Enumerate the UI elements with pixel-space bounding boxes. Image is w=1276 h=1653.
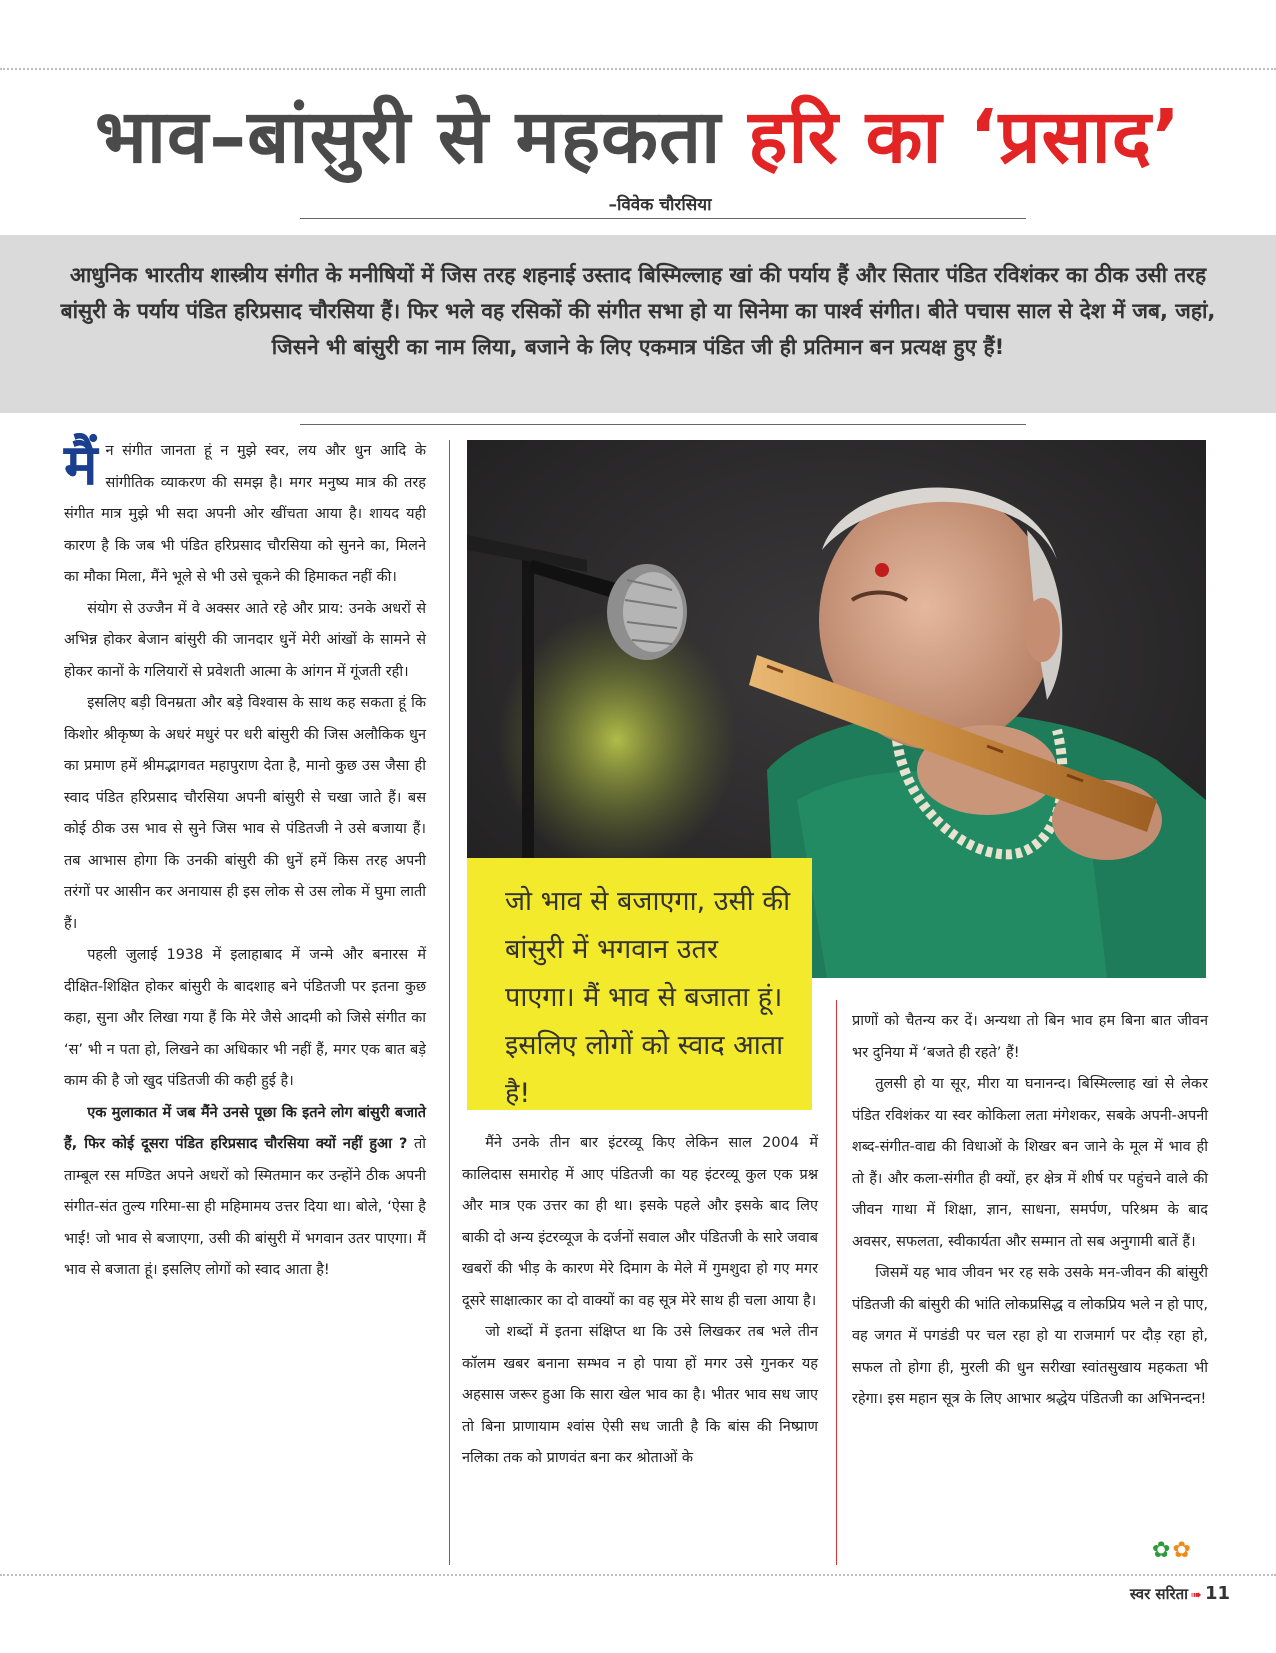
bold-question: एक मुलाकात में जब मैंने उनसे पूछा कि इतने लोग बांसुरी बजाते हैं, फिर कोई दूसरा पंडित हरिप्रसाद चौरसिया क्यों नहीं हुआ ? xyxy=(64,1104,426,1152)
article-title xyxy=(0,92,1276,182)
paragraph-text: न संगीत जानता हूं न मुझे स्वर, लय और धुन आदि के सांगीतिक व्याकरण की समझ है। मगर मनुष्य मात्र की तरह संगीत मात्र मुझे भी सदा अपनी ओर खींचता आया है। शायद यही कारण है कि जब भी पंडित हरिप्रसाद चौरसिया को सुनने का, मिलने का मौका मिला, मैंने भूले से भी उसे चूकने की हिमाकत नहीं की। xyxy=(64,443,426,585)
column-divider-2 xyxy=(836,1000,837,1565)
article-column-1 xyxy=(64,433,426,1287)
magazine-name: स्वर सरिता xyxy=(1129,1585,1189,1603)
column-divider-1 xyxy=(449,440,450,1565)
end-mark-flower-icon xyxy=(1152,1538,1193,1563)
page-footer xyxy=(1050,1583,1230,1604)
title-part-dark: भाव–बांसुरी से महकता xyxy=(94,94,722,180)
byline-rule xyxy=(300,218,1026,219)
author-byline: –विवेक चौरसिया xyxy=(608,195,712,215)
paragraph: मैंने उनके तीन बार इंटरव्यू किए लेकिन साल 2004 में कालिदास समारोह में आए पंडितजी का यह इंटरव्यू कुल एक प्रश्न और मात्र एक उत्तर का ही था। इसके पहले और इसके बाद लिए बाकी दो अन्य इंटरव्यूज के दर्जनों सवाल और पंडितजी के सारे जवाब खबरों की भीड़ के कारण मेरे दिमाग के मेले में गुमशुदा हो गए मगर दूसरे साक्षात्कार का दो वाक्यों का वह सूत्र मेरे साथ ही चला आया है। xyxy=(462,1135,818,1309)
pull-quote xyxy=(467,858,812,1110)
pull-quote-text: जो भाव से बजाएगा, उसी की बांसुरी में भगवान उतर पाएगा। मैं भाव से बजाता हूं। इसलिए लोगों को स्वाद आता है! xyxy=(505,886,791,1109)
drop-cap: मैं xyxy=(64,433,98,498)
paragraph: तुलसी हो या सूर, मीरा या घनानन्द। बिस्मिल्लाह खां से लेकर पंडित रविशंकर या स्वर कोकिला लता मंगेशकर, सबके अपनी-अपनी शब्द-संगीत-वाद्य की विधाओं के शिखर बन जाने के मूल में भाव ही तो हैं। और कला-संगीत ही क्यों, हर क्षेत्र में शीर्ष पर पहुंचने वाले की जीवन गाथा में शिक्षा, ज्ञान, साधना, समर्पण, परिश्रम के बाद अवसर, सफलता, स्वीकार्यता और सम्मान तो सब अनुगामी बातें हैं। xyxy=(852,1076,1208,1250)
paragraph: जिसमें यह भाव जीवन भर रह सके उसके मन-जीवन की बांसुरी पंडितजी की बांसुरी की भांति लोकप्रसिद्ध व लोकप्रिय भले न हो पाए, वह जगत में पगडंडी पर चल रहा हो या राजमार्ग पर दौड़ रहा हो, सफल तो होगा ही, मुरली की धुन सरीखा स्वांतसुखाय महकता भी रहेगा। इस महान सूत्र के लिए आभार श्रद्धेय पंडितजी का अभिनन्दन! xyxy=(852,1265,1208,1407)
bottom-dotted-rule xyxy=(0,1574,1276,1576)
top-dotted-rule xyxy=(0,68,1276,70)
paragraph: प्राणों को चैतन्य कर दें। अन्यथा तो बिन भाव हम बिना बात जीवन भर दुनिया में ‘बजते ही रहते’ हैं! xyxy=(852,1013,1208,1061)
paragraph: इसलिए बड़ी विनम्रता और बड़े विश्वास के साथ कह सकता हूं कि किशोर श्रीकृष्ण के अधरं मधुरं पर धरी बांसुरी की जिस अलौकिक धुन का प्रमाण हमें श्रीमद्भागवत महापुराण देता है, मानो कुछ उस जैसा ही स्वाद पंडित हरिप्रसाद चौरसिया अपनी बांसुरी से चखा जाते हैं। बस कोई ठीक उस भाव से सुने जिस भाव से पंडितजी ने उसे बजाया हैं। तब आभास होगा कि उनकी बांसुरी की धुनें हमें किस तरह अपनी तरंगों पर आसीन कर अनायास ही इस लोक से उस लोक में घुमा लाती हैं। xyxy=(64,695,426,932)
orange-flower-icon: ✿ xyxy=(1172,1538,1193,1563)
paragraph xyxy=(64,433,426,594)
green-flower-icon: ✿ xyxy=(1152,1538,1173,1563)
paragraph xyxy=(64,1098,426,1287)
title-part-red: हरि का ‘प्रसाद’ xyxy=(748,94,1182,180)
paragraph: पहली जुलाई 1938 में इलाहाबाद में जन्मे और बनारस में दीक्षित-शिक्षित होकर बांसुरी के बादशाह बने पंडितजी पर इतना कुछ कहा, सुना और लिखा गया हैं कि मेरे जैसे आदमी को जिसे संगीत का ‘स’ भी न पता हो, लिखने का अधिकार भी नहीं हैं, मगर एक बात बड़े काम की है जो खुद पंडितजी की कही हुई है। xyxy=(64,947,426,1089)
arrow-icon: ➠ xyxy=(1191,1588,1202,1603)
article-column-2 xyxy=(462,1128,818,1475)
intro-standfirst xyxy=(0,235,1276,413)
paragraph: संयोग से उज्जैन में वे अक्सर आते रहे और प्राय: उनके अधरों से अभिन्न होकर बेजान बांसुरी की जानदार धुनें मेरी आंखों के सामने से होकर कानों के गलियारों से प्रवेशती आत्मा के आंगन में गूंजती रही। xyxy=(64,600,426,680)
intro-bottom-rule xyxy=(300,424,1026,425)
paragraph-text: तो ताम्बूल रस मण्डित अपने अधरों को स्मितमान कर उन्होंने ठीक अपनी संगीत-संत तुल्य गरिमा-सा ही महिमामय उत्तर दिया था। बोले, ‘ऐसा है भाई! जो भाव से बजाएगा, उसी की बांसुरी में भगवान उतर पाएगा। मैं भाव से बजाता हूं। इसलिए लोगों को स्वाद आता है! xyxy=(64,1136,426,1278)
paragraph: जो शब्दों में इतना संक्षिप्त था कि उसे लिखकर तब भले तीन कॉलम खबर बनाना सम्भव न हो पाया हों मगर उसे गुनकर यह अहसास जरूर हुआ कि सारा खेल भाव का है। भीतर भाव सध जाए तो बिना प्राणायाम श्वांस ऐसी सध जाती है कि बांस की निष्प्राण नलिका तक को प्राणवंत बना कर श्रोताओं के xyxy=(462,1324,818,1466)
article-column-3 xyxy=(852,1006,1208,1416)
page-number: 11 xyxy=(1204,1583,1230,1604)
intro-text: आधुनिक भारतीय शास्त्रीय संगीत के मनीषियों में जिस तरह शहनाई उस्ताद बिस्मिल्लाह खां की पर्याय हैं और सितार पंडित रविशंकर का ठीक उसी तरह बांसुरी के पर्याय पंडित हरिप्रसाद चौरसिया हैं। फिर भले वह रसिकों की संगीत सभा हो या सिनेमा का पार्श्व संगीत। बीते पचास साल से देश में जब, जहां, जिसने भी बांसुरी का नाम लिया, बजाने के लिए एकमात्र पंडित जी ही प्रतिमान बन प्रत्यक्ष हुए हैं! xyxy=(60,263,1216,359)
